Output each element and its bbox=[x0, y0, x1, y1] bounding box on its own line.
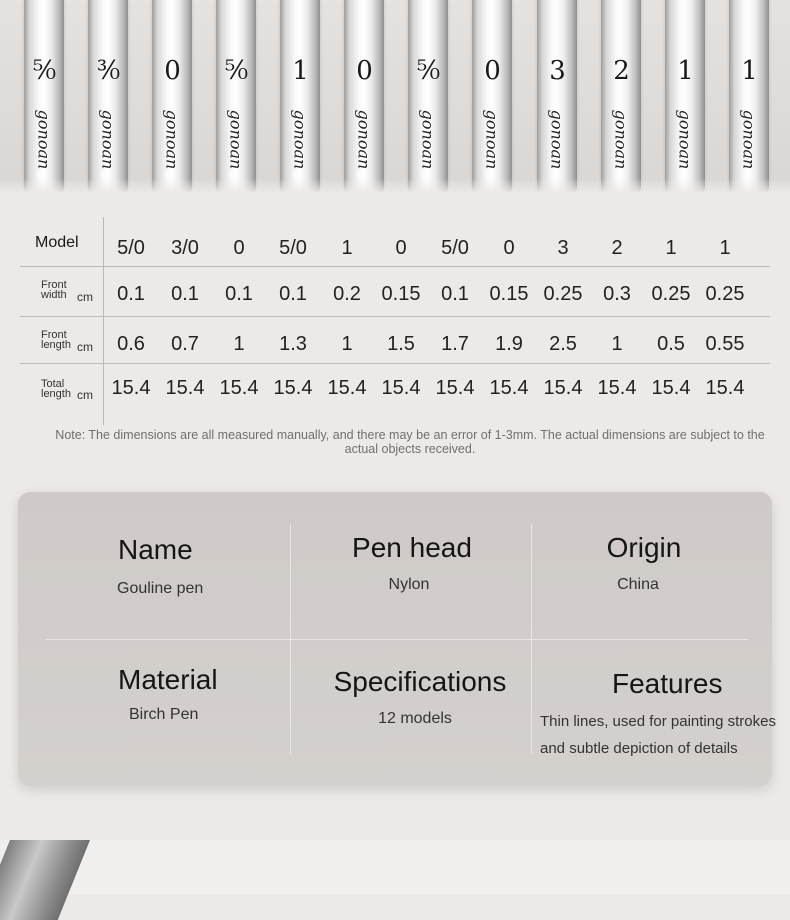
brush-size-label: 1 bbox=[292, 56, 308, 86]
front-length-cell: 1.5 bbox=[387, 333, 415, 355]
brush-size-label: 2 bbox=[613, 56, 629, 86]
front-width-cell: 0.15 bbox=[489, 283, 529, 305]
card-divider bbox=[46, 639, 748, 640]
model-cell: 1 bbox=[719, 237, 731, 259]
brush-brand-label: gonoan bbox=[611, 109, 631, 170]
brush-handle bbox=[408, 0, 448, 192]
brush-handle bbox=[152, 0, 192, 192]
spec-name bbox=[58, 534, 278, 598]
brush-size-label: ³⁄₀ bbox=[96, 56, 120, 86]
front-width-cell: 0.1 bbox=[117, 283, 145, 305]
table-row-model bbox=[20, 234, 770, 260]
front-length-cell: 0.55 bbox=[705, 333, 745, 355]
brush-handle bbox=[601, 0, 641, 192]
total-length-cell: 15.4 bbox=[597, 377, 637, 399]
front-length-cell: 0.5 bbox=[657, 333, 685, 355]
total-length-cell: 15.4 bbox=[651, 377, 691, 399]
brush-size-label: 0 bbox=[484, 56, 500, 86]
total-length-cell: 15.4 bbox=[219, 377, 259, 399]
brush-handle bbox=[216, 0, 256, 192]
model-cell: 0 bbox=[395, 237, 407, 259]
brush-brand-label: gonoan bbox=[675, 109, 695, 170]
brush-handle bbox=[665, 0, 705, 192]
brush-brand-label: gonoan bbox=[34, 109, 54, 170]
front-length-cell: 1.3 bbox=[279, 333, 307, 355]
bottom-background bbox=[0, 840, 790, 894]
model-cell: 1 bbox=[341, 237, 353, 259]
front-length-cell: 1 bbox=[233, 333, 245, 355]
model-cell: 5/0 bbox=[441, 237, 469, 259]
table-divider bbox=[20, 266, 770, 267]
measurement-note: Note: The dimensions are all measured manually, and there may be an error of 1-3mm. The actual dimensions are subject to the actual objects received. bbox=[55, 428, 765, 456]
features-line: Thin lines, used for painting strokes bbox=[540, 713, 776, 730]
spec-title: Features bbox=[612, 668, 723, 699]
spec-value: 12 models bbox=[378, 710, 452, 727]
brush-size-label: ⁵⁄₀ bbox=[416, 56, 440, 86]
row-label-line2: length bbox=[41, 388, 71, 400]
total-length-cell: 15.4 bbox=[381, 377, 421, 399]
brush-brand-label: gonoan bbox=[226, 109, 246, 170]
spec-value: Nylon bbox=[388, 576, 430, 593]
row-label-unit: cm bbox=[77, 290, 93, 304]
front-length-cell: 0.6 bbox=[117, 333, 145, 355]
model-cell: 0 bbox=[233, 237, 245, 259]
total-length-cell: 15.4 bbox=[435, 377, 475, 399]
brush-size-label: 3 bbox=[549, 56, 565, 86]
brush-brand-label: gonoan bbox=[290, 109, 310, 170]
brush-size-label: 0 bbox=[356, 56, 372, 86]
features-line: and subtle depiction of details bbox=[540, 740, 738, 757]
table-divider bbox=[20, 316, 770, 317]
front-length-cell: 1.7 bbox=[441, 333, 469, 355]
spec-features bbox=[540, 668, 780, 762]
brush-brand-label: gonoan bbox=[98, 109, 118, 170]
brush-size-label: 1 bbox=[741, 56, 757, 86]
total-length-cell: 15.4 bbox=[543, 377, 583, 399]
brush-brand-label: gonoan bbox=[354, 109, 374, 170]
total-length-cell: 15.4 bbox=[111, 377, 151, 399]
front-width-cell: 0.1 bbox=[279, 283, 307, 305]
spec-value bbox=[540, 708, 780, 762]
brush-handle bbox=[344, 0, 384, 192]
total-length-cell: 15.4 bbox=[327, 377, 367, 399]
spec-title: Material bbox=[118, 664, 218, 695]
spec-material bbox=[58, 664, 278, 724]
model-cell: 3/0 bbox=[171, 237, 199, 259]
row-label-line1: Front bbox=[41, 279, 67, 291]
brush-brand-label: gonoan bbox=[547, 109, 567, 170]
brush-handle bbox=[472, 0, 512, 192]
brush-handle bbox=[88, 0, 128, 192]
spec-specifications bbox=[318, 666, 528, 728]
table-row-total-length bbox=[20, 377, 770, 400]
model-cell: 2 bbox=[611, 237, 623, 259]
model-cell: 0 bbox=[503, 237, 515, 259]
spec-title: Specifications bbox=[333, 666, 507, 697]
front-width-cell: 0.1 bbox=[225, 283, 253, 305]
front-width-cell: 0.15 bbox=[381, 283, 421, 305]
total-length-cell: 15.4 bbox=[165, 377, 205, 399]
row-label-line1: Front bbox=[41, 329, 67, 341]
brush-handle bbox=[280, 0, 320, 192]
brush-brand-label: gonoan bbox=[418, 109, 438, 170]
brush-size-label: 0 bbox=[164, 56, 180, 86]
spec-title: Name bbox=[118, 534, 193, 565]
front-length-cell: 1 bbox=[341, 333, 353, 355]
spec-value: China bbox=[617, 576, 659, 593]
front-width-cell: 0.25 bbox=[651, 283, 691, 305]
brush-brand-label: gonoan bbox=[482, 109, 502, 170]
front-width-cell: 0.3 bbox=[603, 283, 631, 305]
brush-handle bbox=[537, 0, 577, 192]
model-cell: 5/0 bbox=[279, 237, 307, 259]
brush-size-label: ⁵⁄₀ bbox=[224, 56, 248, 86]
spec-card bbox=[18, 492, 776, 786]
front-length-cell: 0.7 bbox=[171, 333, 199, 355]
row-label-line2: width bbox=[41, 289, 67, 301]
spec-value: Gouline pen bbox=[117, 580, 204, 597]
total-length-cell: 15.4 bbox=[489, 377, 529, 399]
table-row-front-length bbox=[20, 329, 770, 356]
brush-size-label: ⁵⁄₀ bbox=[32, 56, 56, 86]
front-length-cell: 1.9 bbox=[495, 333, 523, 355]
row-label-unit: cm bbox=[77, 388, 93, 402]
spec-value: Birch Pen bbox=[129, 706, 199, 723]
brush-size-label: 1 bbox=[677, 56, 693, 86]
row-label-line1: Total bbox=[41, 378, 65, 390]
brush-brand-label: gonoan bbox=[739, 109, 759, 170]
model-cell: 5/0 bbox=[117, 237, 145, 259]
model-cell: 1 bbox=[665, 237, 677, 259]
size-table bbox=[20, 215, 770, 415]
brush-handle bbox=[24, 0, 64, 192]
total-length-cell: 15.4 bbox=[273, 377, 313, 399]
spec-title: Pen head bbox=[352, 532, 472, 563]
model-cell: 3 bbox=[557, 237, 569, 259]
table-row-front-width bbox=[20, 279, 770, 306]
front-width-cell: 0.2 bbox=[333, 283, 361, 305]
front-length-cell: 1 bbox=[611, 333, 623, 355]
spec-title: Origin bbox=[606, 532, 682, 563]
spec-pen-head bbox=[318, 532, 528, 594]
table-divider bbox=[20, 363, 770, 364]
total-length-cell: 15.4 bbox=[705, 377, 745, 399]
brush-brand-label: gonoan bbox=[162, 109, 182, 170]
front-width-cell: 0.25 bbox=[705, 283, 745, 305]
front-width-cell: 0.1 bbox=[171, 283, 199, 305]
row-label-model: Model bbox=[35, 234, 79, 251]
brush-handles-strip bbox=[0, 0, 790, 192]
front-width-cell: 0.1 bbox=[441, 283, 469, 305]
row-label-line2: length bbox=[41, 339, 71, 351]
front-length-cell: 2.5 bbox=[549, 333, 577, 355]
brush-handle bbox=[729, 0, 769, 192]
front-width-cell: 0.25 bbox=[543, 283, 583, 305]
spec-origin bbox=[548, 532, 758, 594]
row-label-unit: cm bbox=[77, 340, 93, 354]
